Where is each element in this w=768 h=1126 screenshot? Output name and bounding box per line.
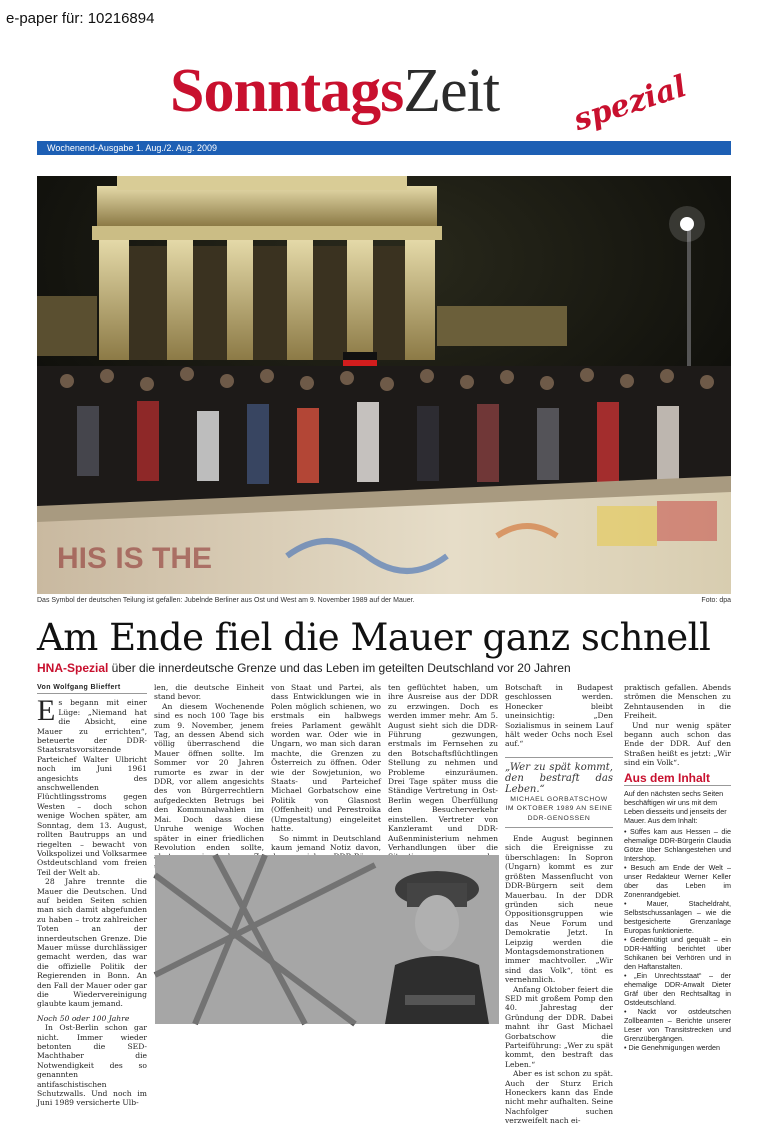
edition-bar: Wochenend-Ausgabe 1. Aug./2. Aug. 2009 (37, 141, 731, 155)
inhalt-item: • Die Genehmigungen werden (624, 1043, 731, 1052)
svg-text:HIS IS THE: HIS IS THE (57, 542, 213, 575)
col1-paragraph: In Ost-Berlin schon gar nicht. Immer wieder betonten die SED-Machthaber die Notwendigkeit des so genannten antifaschistischen Schutzwalls. Und noch im Juni 1989 versicherte Ulb- (37, 1023, 147, 1108)
soldier-photo (155, 855, 499, 1024)
inhalt-item: • „Ein Unrechtsstaat“ – der ehemalige DDR-Anwalt Dieter Gräf über den Rechtsalltag in Ostdeutschland. (624, 971, 731, 1007)
inhalt-item: • Mauer, Stacheldraht, Selbstschussanlagen – wie die bestgesicherte Grenzanlage Europas funktionierte. (624, 899, 731, 935)
pull-quote-source: MICHAEL GORBATSCHOW IM OKTOBER 1989 AN SEINE DDR-GENOSSEN (505, 795, 613, 828)
article-headline: Am Ende fiel die Mauer ganz schnell (37, 616, 711, 659)
pull-quote: „Wer zu spät kommt, den bestraft das Leben.“ (505, 757, 613, 795)
epaper-label: e-paper für: 10216894 (6, 10, 155, 27)
col6-paragraph: praktisch gefallen. Abends strömen die Menschen zu Zehntausenden in die Freiheit. (624, 683, 731, 721)
col2-paragraph: len, die deutsche Einheit stand bevor. (154, 683, 264, 702)
article-column-2 (154, 683, 264, 853)
byline: Von Wolfgang Blieffert (37, 683, 147, 694)
col5-paragraph: Botschaft in Budapest geschlossen werden. Honecker bleibt uneinsichtig: „Den Sozialismus in seinem Lauf hält weder Ochs noch Esel auf.“ (505, 683, 613, 749)
col2-paragraph: An diesem Wochenende sind es noch 100 Tage bis zum 9. November, jenem Tag, an dessen Abend sich völlig überraschend die Mauer öffnen sollte. Im Sommer vor 20 Jahren rumorte es zwar in der DDR, vor allem angesichts des von Bürgerrechtlern aufgedeckten Betrugs bei den Kommunalwahlen im Mai. Doch dass diese Unruhe wenige Wochen später in einer friedlichen Revolution enden sollte, (154, 701, 264, 852)
dropcap: E (37, 694, 56, 728)
col3-paragraph: So nimmt in Deutschland kaum jemand Notiz davon, (271, 833, 381, 852)
subline-text: über die innerdeutsche Grenze und das Leben im geteilten Deutschland vor 20 Jahren (108, 661, 571, 675)
hna-spezial-label: HNA-Spezial (37, 661, 109, 675)
article-subhead: Noch 50 oder 100 Jahre (37, 1013, 130, 1023)
col1-paragraph: s begann mit einer Lüge: „Niemand hat die Absicht, eine Mauer zu errichten“, beteuerte der DDR-Staatsratsvorsitzende Parteichef Walter Ulbricht noch im Juni 1961 angesichts des anschwellenden Flüchtlingsstroms gegen Westen – doch schon wenige Wochen später, am Sonntag, dem 13. August, rollten Bautrupps an und riegelten – bewacht von Volkspolizei und Volksarmee Ostdeutschland vom freien Teil der Welt ab. (37, 698, 147, 877)
masthead-part1: Sonntags (170, 57, 404, 125)
spezial-tag: spezial (569, 68, 691, 139)
col6-paragraph: Und nur wenig später begann auch schon das Ende der DDR. Auf den Straßen heißt es jetzt: „Wir sind ein Volk“. (624, 720, 731, 768)
berlin-wall-photo (37, 176, 731, 594)
article-subline (37, 661, 731, 675)
inhalt-item: • Gedemütigt und gequält – ein DDR-Häftling berichtet über Schikanen bei Verhören und in den Haftanstalten. (624, 935, 731, 971)
inhalt-item: • Süffes kam aus Hessen – die ehemalige DDR-Bürgerin Claudia Götze über Schlangestehen und Intershop. (624, 827, 731, 863)
inhalt-list (624, 827, 731, 1052)
col4-paragraph: ten geflüchtet haben, um ihre Ausreise aus der DDR zu erzwingen. Doch es werden immer mehr. Am 5. August sieht sich die DDR-Führung gezwungen, erstmals im Fernsehen zu den Botschaftsflüchtlingen Stellung zu nehmen und Probleme einzuräumen. Drei Tage später muss die Ständige Vertretung in Ost-Berlin wegen Überfüllung den Besucherverkehr einstellen. Vertreter von Kanzleramt und DDR-Außenministerium nehmen Verhandlungen über die (388, 683, 498, 852)
col5-paragraph: Ende August beginnen sich die Ereignisse zu überschlagen: In Sopron (Ungarn) kommt es zur größten Massenflucht von DDR-Bürgern seit dem Mauerbau. In der DDR gründen sich neue Oppositionsgruppen wie das Neue Forum und Demokratie Jetzt. In Leipzig werden die Montagsdemonstrationen immer machtvoller. „Wir sind das Volk“, tönt es vernehmlich. (505, 834, 613, 985)
article-column-4 (388, 683, 498, 853)
article-column-1 (37, 683, 147, 1108)
col5-paragraph: Anfang Oktober feiert die SED mit großem Pomp den 40. Jahrestag der Gründung der DDR. Dabei mahnt ihr Gast Michael Gorbatschow die Parteiführung: „Wer zu spät kommt, den bestraft das Leben.“ (505, 984, 613, 1069)
gate-crowd-illustration (37, 176, 731, 594)
col5-paragraph: Aber es ist schon zu spät. Auch der Sturz Erich Honeckers kann das Ende nicht mehr aufhalten. Seine Nachfolger suchen verzweifelt nach ei- (505, 1069, 613, 1126)
masthead-part2: Zeit (403, 57, 500, 125)
inhalt-title: Aus dem Inhalt (624, 774, 731, 786)
inhalt-item: • Nackt vor ostdeutschen Zollbeamten – Berichte unserer Leser von Transitstrecken und Grenzübergängen. (624, 1007, 731, 1043)
photo-caption (37, 597, 731, 604)
soldier-illustration (155, 855, 499, 1024)
inhalt-item: • Besuch am Ende der Welt – unser Redakteur Werner Keller über das Leben im Zonenrandgebiet. (624, 863, 731, 899)
article-column-5 (505, 683, 613, 1126)
photo-credit: Foto: dpa (701, 597, 731, 604)
inhalt-intro: Auf den nächsten sechs Seiten beschäftigen wir uns mit dem Leben diesseits und jenseits der Mauer. Aus dem Inhalt: (624, 789, 727, 826)
col1-paragraph: 28 Jahre trennte die Mauer die Deutschen. Und auf beiden Seiten schien man sich damit abgefunden zu haben – trotz zahlreicher Toten an der innerdeutschen Grenze. Die Mauer müsse durchlässiger gemacht werden, das war die offizielle Politik der Regierenden in Bonn. An den Fall der Mauer oder gar die Wiedervereinigung glaubte kaum jemand. (37, 877, 147, 1009)
article-column-6 (624, 683, 732, 1053)
masthead-logo (170, 57, 500, 125)
caption-text: Das Symbol der deutschen Teilung ist gefallen: Jubelnde Berliner aus Ost und West am 9. November 1989 auf der Mauer. (37, 597, 415, 604)
col3-paragraph: von Staat und Partei, als dass Entwicklungen wie in Polen möglich schienen, wo erstmals ein halbwegs freies Parlament gewählt worden war. Oder wie in Ungarn, wo man sich daran machte, die Grenzen zu Österreich zu öffnen. Oder wie der Sowjetunion, wo Staats- und Parteichef Michael Gorbatschow eine Politik von Glasnost (Offenheit) und Perestroika (Umgestaltung) eingeleitet hatte. (271, 683, 381, 834)
article-column-3 (271, 683, 381, 853)
